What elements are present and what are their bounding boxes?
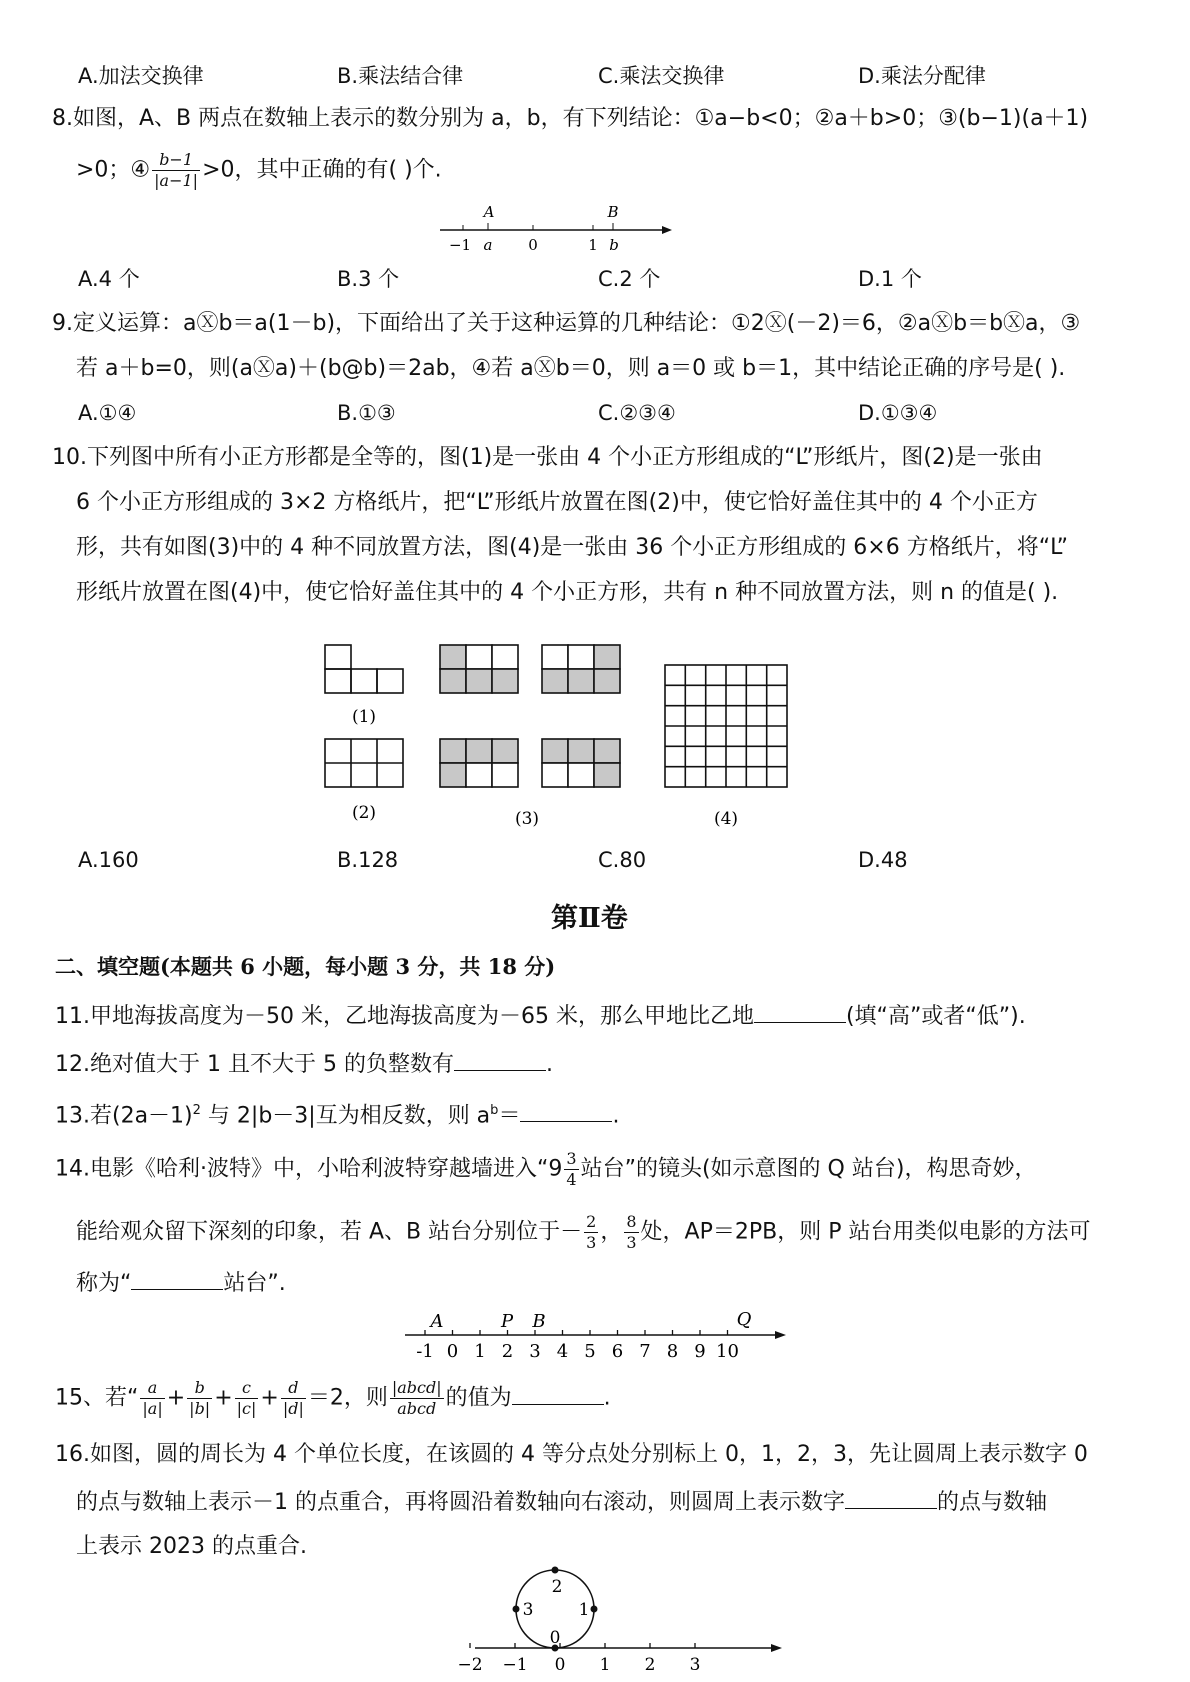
q14-tick-label-0: -1: [416, 1341, 434, 1362]
q15-term-d-num: d: [281, 1380, 306, 1399]
q8-fraction: [152, 152, 200, 189]
q12-answer-blank[interactable]: [454, 1048, 546, 1071]
q15-answer-blank[interactable]: [512, 1382, 604, 1405]
q14-tick-label-7: 6: [611, 1341, 624, 1362]
q13-answer-blank[interactable]: [520, 1099, 612, 1122]
q13-exponent: 2: [192, 1103, 201, 1118]
q8-label-b-point: B: [607, 203, 619, 221]
q16-line1: 16.如图，圆的周长为 4 个单位长度，在该圆的 4 等分点处分别标上 0，1，2，3，先让圆周上表示数字 0: [55, 1442, 1088, 1467]
q9-option-c: C.②③④: [598, 401, 676, 425]
q15-post: .: [603, 1385, 611, 1411]
q12: [55, 1048, 553, 1080]
q7-option-a: A.加法交换律: [78, 64, 204, 88]
q14-tick-label-6: 5: [584, 1341, 596, 1362]
q14-line2: [76, 1214, 1090, 1251]
q7-option-c: C.乘法交换律: [598, 64, 725, 88]
q10-line1: 10.下列图中所有小正方形都是全等的，图(1)是一张由 4 个小正方形组成的“L”形纸片，图(2)是一张由: [52, 445, 1043, 470]
q9-option-a: A.①④: [78, 401, 137, 425]
q16-tick-label-1: −1: [502, 1655, 528, 1675]
q8-frac-den: |a−1|: [154, 171, 199, 190]
q14-label-q: Q: [736, 1309, 752, 1330]
q8-label-a-point: A: [483, 203, 495, 221]
q13-equals: ＝: [498, 1103, 521, 1129]
q9-option-d: D.①③④: [858, 401, 938, 425]
q14-frac-b-den: 3: [626, 1233, 637, 1252]
part2-title: 第Ⅱ卷: [551, 903, 628, 934]
q16-circle-label-3: 3: [522, 1600, 534, 1620]
q15-term-d: [281, 1380, 306, 1417]
q14-tick-label-2: 1: [474, 1341, 486, 1362]
q11-post: (填“高”或者“低”).: [845, 1004, 1026, 1029]
q14-answer-blank[interactable]: [131, 1267, 223, 1290]
q8-line2-pre: >0；④: [76, 157, 151, 183]
q14-label-b: B: [532, 1311, 546, 1332]
q8-tick-1: 1: [588, 236, 598, 254]
q14-line1: [55, 1151, 1036, 1188]
q10-line4: 形纸片放置在图(4)中，使它恰好盖住其中的 4 个小正方形，共有 n 种不同放置方法，则 n 的值是( ).: [76, 580, 1059, 605]
q14-line2-post: 处，AP＝2PB，则 P 站台用类似电影的方法可: [640, 1219, 1091, 1245]
q7-option-d: D.乘法分配律: [858, 64, 986, 88]
q16-tick-label-5: 3: [689, 1655, 701, 1675]
q10-figures: [320, 640, 840, 840]
q7-option-b: B.乘法结合律: [337, 64, 464, 88]
q14-frac-a-den: 3: [586, 1233, 597, 1252]
q10-fig2-label: (2): [351, 803, 377, 823]
q10-line2: 6 个小正方形组成的 3×2 方格纸片，把“L”形纸片放置在图(2)中，使它恰好盖住其中的 4 个小正方: [76, 490, 1038, 515]
q13-mid: 与 2|b－3|互为相反数，则 a: [200, 1103, 491, 1129]
q15-term-d-den: |d|: [282, 1399, 304, 1418]
q14-separator: ，: [600, 1219, 623, 1245]
q8-option-d: D.1 个: [858, 267, 922, 291]
q14-line1-post: 站台”的镜头(如示意图的 Q 站台)，构思奇妙，: [580, 1156, 1037, 1182]
q8-frac-num: b−1: [152, 152, 200, 171]
q14-number-line: [400, 1305, 800, 1365]
q14-mixed-den: 4: [566, 1170, 577, 1189]
q16-circle-label-0: 0: [549, 1628, 561, 1648]
q10-fig1-label: (1): [351, 707, 377, 727]
q9-line1: 9.定义运算：aⓍb＝a(1－b)，下面给出了关于这种运算的几种结论：①2Ⓧ(－2)＝6，②aⓍb＝bⓍa，③: [52, 311, 1081, 336]
q8-line1: 8.如图，A、B 两点在数轴上表示的数分别为 a，b，有下列结论：①a−b<0；②a＋b>0；③(b−1)(a＋1): [52, 106, 1089, 131]
q15-term-c: [235, 1380, 259, 1417]
q10-line3: 形，共有如图(3)中的 4 种不同放置方法，图(4)是一张由 36 个小正方形组成的 6×6 方格纸片，将“L”: [76, 535, 1068, 560]
q14-tick-label-8: 7: [639, 1341, 651, 1362]
q14-tick-label-11: 10: [716, 1341, 739, 1362]
q10-option-d: D.48: [858, 848, 908, 872]
q8-tick-a: a: [483, 236, 493, 254]
q16-circle-label-1: 1: [578, 1600, 590, 1620]
q11-pre: 11.甲地海拔高度为－50 米，乙地海拔高度为－65 米，那么甲地比乙地: [55, 1004, 754, 1029]
q10-option-c: C.80: [598, 848, 647, 872]
q15-plus-3: +: [260, 1385, 279, 1411]
q15-term-a-den: |a|: [142, 1399, 163, 1418]
q8-tick-0: 0: [528, 236, 538, 254]
q14-tick-label-3: 2: [501, 1341, 514, 1362]
q13-pre: 13.若(2a－1): [55, 1103, 193, 1129]
q15-post-pre: 的值为: [445, 1385, 512, 1411]
q16-line2-post: 的点与数轴: [937, 1490, 1048, 1515]
q14-mixed-num: 3: [566, 1149, 577, 1168]
q12-pre: 12.绝对值大于 1 且不大于 5 的负整数有: [55, 1052, 454, 1077]
q16-tick-label-3: 1: [599, 1655, 611, 1675]
q15-term-c-num: c: [235, 1380, 259, 1399]
q10-fig3-label: (3): [514, 809, 540, 829]
q16-answer-blank[interactable]: [845, 1486, 937, 1509]
q15-target-num: |abcd|: [391, 1378, 442, 1397]
q9-option-b: B.①③: [337, 401, 396, 425]
q8-line2: [76, 152, 442, 189]
q10-option-a: A.160: [78, 848, 139, 872]
q14-frac-a-num: 2: [586, 1212, 597, 1231]
q14-tick-label-4: 3: [529, 1341, 541, 1362]
q16-line3: 上表示 2023 的点重合.: [76, 1534, 307, 1559]
q15-plus-2: +: [214, 1385, 233, 1411]
q13-post: .: [612, 1103, 620, 1129]
q14-mixed-fraction: [564, 1151, 578, 1188]
q15-term-a: [140, 1380, 164, 1417]
q8-option-c: C.2 个: [598, 267, 661, 291]
q15-term-c-den: |c|: [236, 1399, 257, 1418]
q15-term-b-num: b: [187, 1380, 212, 1399]
q14-tick-label-10: 9: [694, 1341, 706, 1362]
q8-option-b: B.3 个: [337, 267, 400, 291]
q12-post: .: [545, 1052, 553, 1077]
q14-tick-label-1: 0: [446, 1341, 459, 1362]
q15-pre: 15、若“: [55, 1385, 139, 1411]
q8-line2-post: >0，其中正确的有( )个.: [202, 157, 442, 183]
q8-number-line: [430, 195, 680, 255]
q8-tick-b: b: [609, 236, 619, 254]
q11: [55, 1000, 1026, 1032]
q14-tick-label-9: 8: [666, 1341, 679, 1362]
q14-fraction-a: [584, 1214, 598, 1251]
q8-tick-minus1: −1: [448, 236, 472, 254]
q16-line2-pre: 的点与数轴上表示－1 的点重合，再将圆沿着数轴向右滚动，则圆周上表示数字: [76, 1490, 845, 1515]
q16-circle-diagram: [457, 1548, 800, 1678]
q14-fraction-b: [624, 1214, 638, 1251]
q15-plus-1: +: [166, 1385, 186, 1411]
q13-exponent-b: b: [490, 1103, 499, 1118]
q14-line3-pre: 称为“: [76, 1271, 132, 1296]
q15-term-b-den: |b|: [189, 1399, 211, 1418]
q15-target-fraction: [390, 1380, 444, 1417]
q14-label-a: A: [430, 1311, 444, 1332]
q14-line2-pre: 能给观众留下深刻的印象，若 A、B 站台分别位于－: [76, 1219, 583, 1245]
q15: [55, 1380, 611, 1417]
q14-line3: [76, 1267, 286, 1299]
q14-label-p: P: [500, 1311, 514, 1332]
q14-line3-post: 站台”.: [223, 1271, 286, 1296]
q10-option-b: B.128: [337, 848, 399, 872]
q16-tick-label-2: 0: [554, 1655, 566, 1675]
q15-term-a-num: a: [140, 1380, 164, 1399]
q8-option-a: A.4 个: [78, 267, 140, 291]
q15-target-den: abcd: [397, 1399, 437, 1418]
q14-line1-pre: 14.电影《哈利·波特》中，小哈利波特穿越墙进入“9: [55, 1156, 563, 1182]
q14-frac-b-num: 8: [626, 1212, 637, 1231]
q15-equals: ＝2，则: [307, 1385, 388, 1411]
section-heading: 二、填空题(本题共 6 小题，每小题 3 分，共 18 分): [55, 954, 556, 979]
q16-tick-label-0: −2: [457, 1655, 483, 1675]
q13: [55, 1096, 619, 1131]
q10-fig4-label: (4): [713, 809, 739, 829]
q15-term-b: [187, 1380, 212, 1417]
q16-line2: [76, 1486, 1047, 1518]
q14-tick-label-5: 4: [556, 1341, 569, 1362]
q9-line2: 若 a＋b=0，则(aⓍa)＋(b@b)＝2ab，④若 aⓍb＝0，则 a＝0 或 b＝1，其中结论正确的序号是( ).: [76, 356, 1066, 381]
q11-answer-blank[interactable]: [754, 1000, 846, 1023]
q16-circle-label-2: 2: [551, 1577, 563, 1597]
q16-tick-label-4: 2: [644, 1655, 656, 1675]
